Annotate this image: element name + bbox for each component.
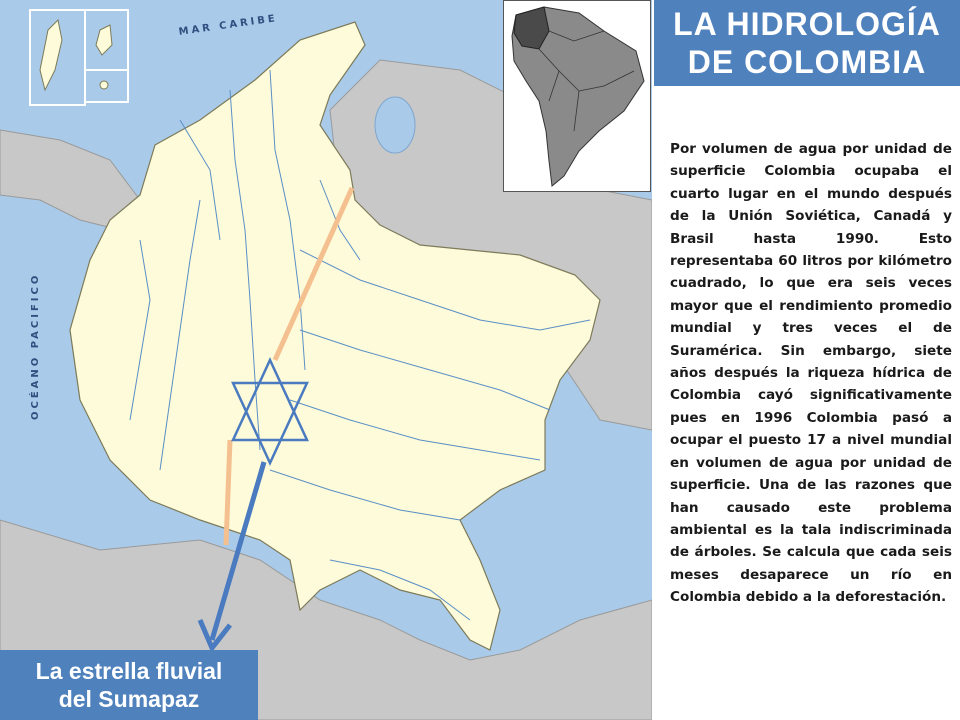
islands-inset — [30, 10, 128, 105]
pacific-ocean-label: OCÉANO PACIFICO — [30, 272, 41, 420]
title-line-1: LA HIDROLOGÍA — [673, 6, 941, 42]
caribbean-sea-label: MAR CARIBE — [178, 13, 279, 38]
page-title — [654, 0, 960, 86]
callout-line-1: La estrella fluvial — [35, 658, 223, 684]
lake-maracaibo — [375, 97, 415, 153]
callout-line-2: del Sumapaz — [58, 686, 200, 712]
sumapaz-callout — [0, 650, 258, 720]
title-line-2: DE COLOMBIA — [687, 44, 927, 80]
locator-graphic — [504, 1, 650, 191]
south-america-locator-map — [503, 0, 651, 192]
body-paragraph: Por volumen de agua por unidad de superficie Colombia ocupaba el cuarto lugar en el mundo después de la Unión Soviética, Canadá y Brasil hasta 1990. Esto representaba 60 litros por kilómetro cuadrado, lo que era seis veces mayor que el rendimiento promedio mundial y tres veces el de Suramérica. Sin embargo, siete años después la riqueza hídrica de Colombia cayó significativamente pues en 1996 Colombia pasó a ocupar el puesto 17 a nivel mundial en volumen de agua por unidad de superficie. Una de las razones que han causado este problema ambiental es la tala indiscriminada de árboles. Se calcula que cada seis meses desaparece un río en Colombia debido a la deforestación. — [670, 141, 952, 606]
